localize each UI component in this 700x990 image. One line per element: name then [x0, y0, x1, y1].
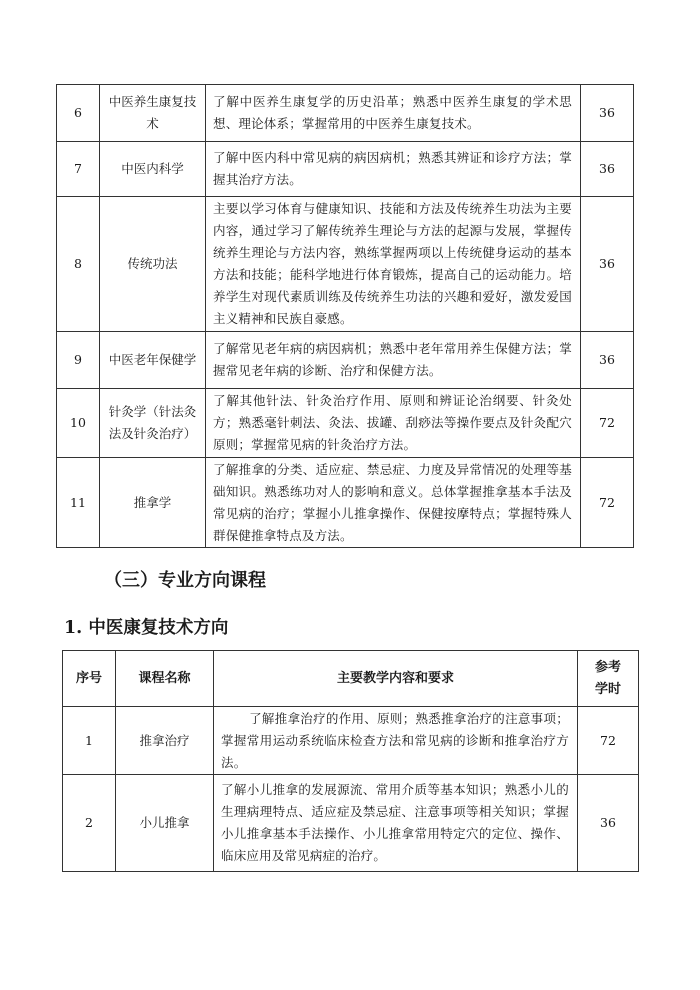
course-name: 小儿推拿 — [116, 775, 214, 872]
row-number: 9 — [57, 332, 100, 389]
table-row — [57, 85, 634, 142]
table-row — [63, 775, 639, 872]
table-row — [57, 142, 634, 197]
table-row — [57, 332, 634, 389]
course-content — [214, 707, 578, 775]
course-name: 针灸学（针法灸法及针灸治疗） — [100, 389, 206, 458]
row-number: 7 — [57, 142, 100, 197]
table-header-row — [63, 651, 639, 707]
row-number: 1 — [63, 707, 116, 775]
course-hours: 36 — [581, 197, 634, 332]
row-number: 10 — [57, 389, 100, 458]
course-name: 中医老年保健学 — [100, 332, 206, 389]
course-name: 推拿治疗 — [116, 707, 214, 775]
course-name: 推拿学 — [100, 458, 206, 548]
section-title: （三）专业方向课程 — [104, 570, 266, 591]
course-hours: 72 — [581, 389, 634, 458]
table-row — [57, 197, 634, 332]
course-content: 了解其他针法、针灸治疗作用、原则和辨证论治纲要、针灸处方；熟悉毫针刺法、灸法、拔罐、刮痧法等操作要点及针灸配穴原则；掌握常见病的针灸治疗方法。 — [206, 389, 581, 458]
course-content: 了解中医内科中常见病的病因病机；熟悉其辨证和诊疗方法；掌握其治疗方法。 — [206, 142, 581, 197]
course-hours: 36 — [578, 775, 639, 872]
course-content-text: 了解推拿治疗的作用、原则；熟悉推拿治疗的注意事项；掌握常用运动系统临床检查方法和常见病的诊断和推拿治疗方法。 — [221, 710, 569, 770]
table-row — [57, 389, 634, 458]
row-number: 11 — [57, 458, 100, 548]
table-row — [63, 707, 639, 775]
course-hours: 36 — [581, 332, 634, 389]
course-content: 了解推拿的分类、适应症、禁忌症、力度及异常情况的处理等基础知识。熟悉练功对人的影响和意义。总体掌握推拿基本手法及常见病的治疗；掌握小儿推拿操作、保健按摩特点；掌握特殊人群保健推拿特点及方法。 — [206, 458, 581, 548]
course-name: 传统功法 — [100, 197, 206, 332]
course-table-continued — [56, 84, 634, 548]
course-hours: 36 — [581, 142, 634, 197]
course-name: 中医内科学 — [100, 142, 206, 197]
course-hours: 72 — [578, 707, 639, 775]
row-number: 8 — [57, 197, 100, 332]
course-hours: 36 — [581, 85, 634, 142]
course-content: 了解小儿推拿的发展源流、常用介质等基本知识；熟悉小儿的生理病理特点、适应症及禁忌症、注意事项等相关知识；掌握小儿推拿基本手法操作、小儿推拿常用特定穴的定位、操作、临床应用及常见病症的治疗。 — [214, 775, 578, 872]
subsection-title: 1. 中医康复技术方向 — [64, 618, 229, 638]
course-name: 中医养生康复技术 — [100, 85, 206, 142]
row-number: 6 — [57, 85, 100, 142]
table-row — [57, 458, 634, 548]
header-course-name: 课程名称 — [116, 651, 214, 707]
course-content: 了解中医养生康复学的历史沿革；熟悉中医养生康复的学术思想、理论体系；掌握常用的中医养生康复技术。 — [206, 85, 581, 142]
header-number: 序号 — [63, 651, 116, 707]
direction-course-table — [62, 650, 639, 872]
course-hours: 72 — [581, 458, 634, 548]
course-content: 了解常见老年病的病因病机；熟悉中老年常用养生保健方法；掌握常见老年病的诊断、治疗和保健方法。 — [206, 332, 581, 389]
course-content: 主要以学习体育与健康知识、技能和方法及传统养生功法为主要内容，通过学习了解传统养生理论与方法的起源与发展，掌握传统养生理论与方法内容，熟练掌握两项以上传统健身运动的基本方法和技能；能科学地进行体育锻炼，提高自己的运动能力。培养学生对现代素质训练及传统养生功法的兴趣和爱好，激发爱国主义精神和民族自豪感。 — [206, 197, 581, 332]
header-content: 主要教学内容和要求 — [214, 651, 578, 707]
row-number: 2 — [63, 775, 116, 872]
header-hours: 参考学时 — [578, 651, 639, 707]
